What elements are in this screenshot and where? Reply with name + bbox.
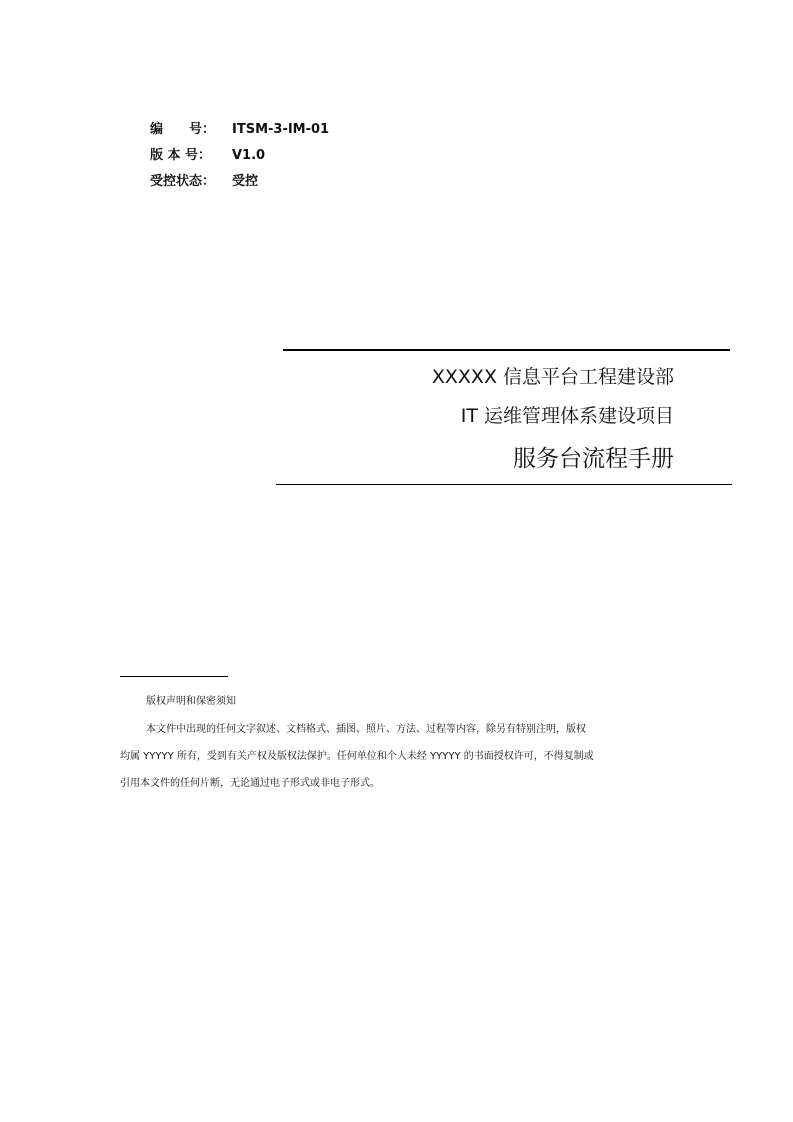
copyright-notice-line: 本文件中出现的任何文字叙述、文档格式、插图、照片、方法、过程等内容，除另有特别注明，版权 (146, 724, 586, 735)
organization-title: XXXXX 信息平台工程建设部 (431, 366, 674, 388)
version-label: 版 本 号： (150, 148, 212, 163)
footnote-separator (120, 676, 228, 677)
document-code-value: ITSM-3-IM-01 (232, 122, 330, 137)
document-title: 服务台流程手册 (513, 446, 674, 472)
project-title: IT 运维管理体系建设项目 (460, 405, 674, 427)
copyright-notice-line: 引用本文件的任何片断，无论通过电子形式或非电子形式。 (120, 778, 380, 789)
copyright-notice-heading: 版权声明和保密须知 (146, 696, 236, 707)
copyright-notice-line: 均属 YYYYY 所有，受到有关产权及版权法保护。任何单位和个人未经 YYYYY 的书面授权许可，不得复制或 (120, 751, 594, 762)
control-status-value: 受控 (232, 174, 259, 189)
document-code-label: 编 号： (150, 122, 216, 137)
version-value: V1.0 (232, 148, 266, 163)
title-bottom-rule (276, 484, 732, 485)
title-top-rule (283, 349, 730, 351)
control-status-label: 受控状态： (150, 174, 216, 189)
